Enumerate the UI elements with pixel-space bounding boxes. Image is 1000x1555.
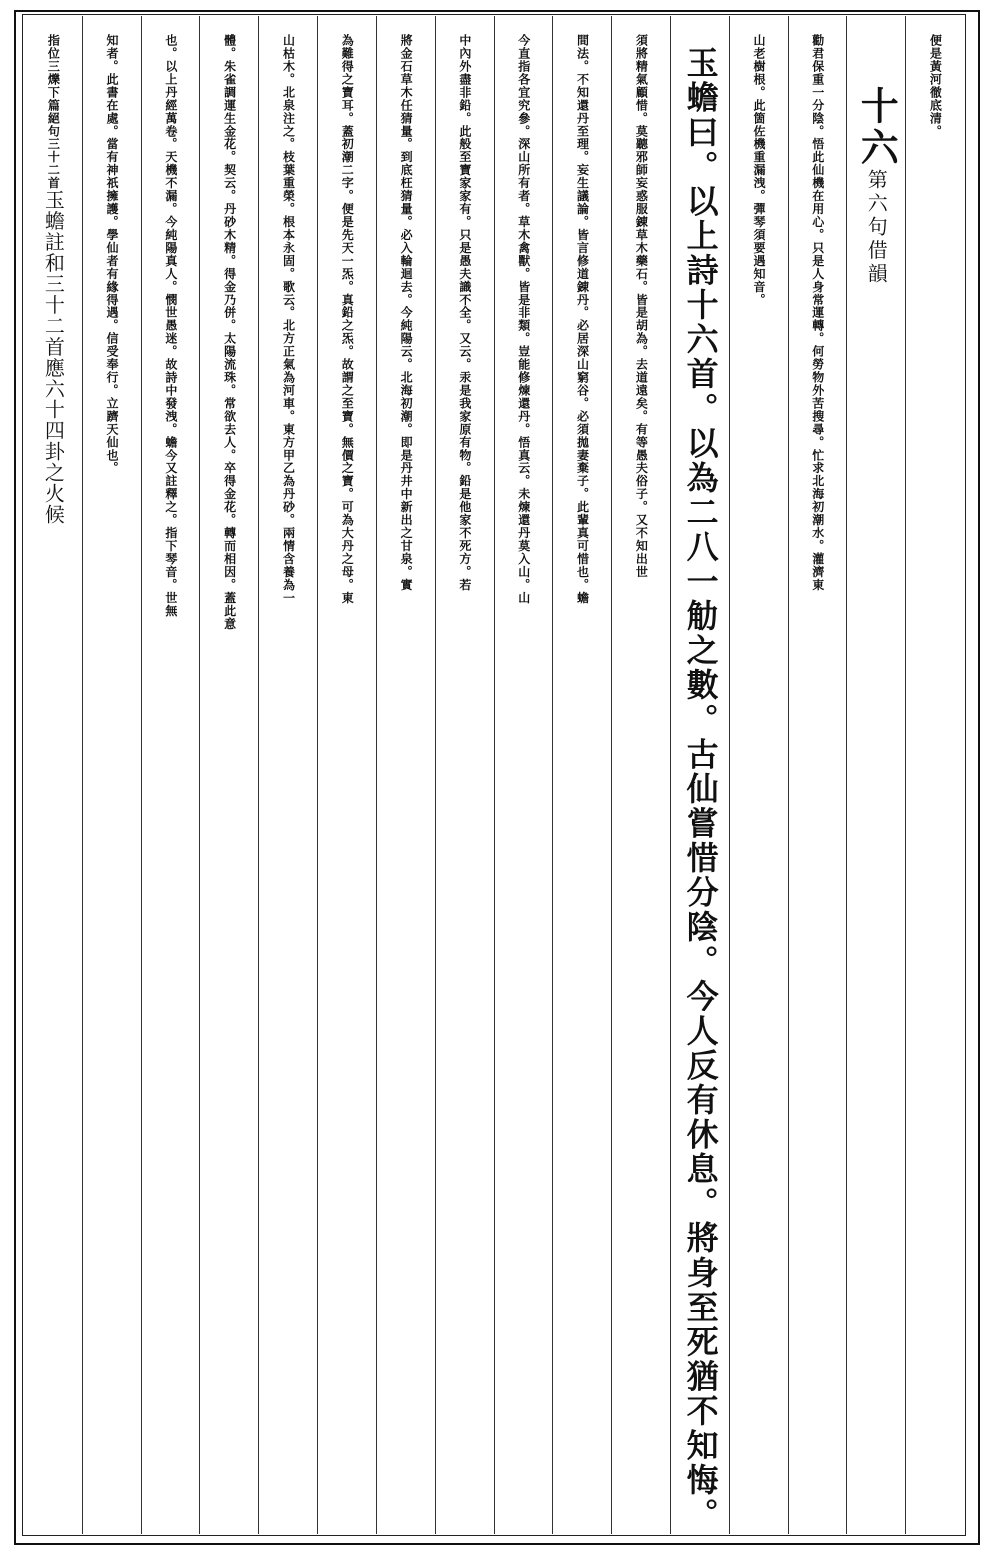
column-text: 勸君保重一分陰。悟此仙機在用心。只是人身常運轉。何勞物外苦搜尋。忙求北海初潮水。灌濟東: [810, 34, 825, 592]
rhyme-note: 第六句借韻: [864, 169, 889, 287]
column-4: [730, 16, 789, 1534]
column-3: [789, 16, 848, 1534]
heading-note: 玉蟾註和三十二首應六十四卦之火候: [41, 189, 66, 525]
column-5: [671, 16, 730, 1534]
column-text: 也。以上丹經萬卷。天機不漏。今純陽真人。憫世愚迷。故詩中發洩。蟾今又註釋之。指下琴音。世無: [163, 34, 178, 618]
section-number: 十六: [854, 86, 900, 169]
column-11: [318, 16, 377, 1534]
column-text: 中內外盡非鉛。此般至寶家家有。只是愚夫識不全。又云。汞是我家原有物。鉛是他家不死方。若: [457, 34, 472, 592]
column-13: [200, 16, 259, 1534]
chapter-heading: 指位三爍下篇絕句三十二首: [46, 34, 61, 190]
column-7: [553, 16, 612, 1534]
column-9: [436, 16, 495, 1534]
heading-block: [41, 34, 66, 1534]
column-14: [142, 16, 201, 1534]
column-15: [83, 16, 142, 1534]
column-text: 今直指各宜究參。深山所有者。草木禽獸。皆是非類。豈能修煉還丹。悟真云。未煉還丹莫入山。山: [516, 34, 531, 605]
column-text: 為難得之寶耳。蓋初潮二字。便是先天一炁。真鉛之炁。故謂之至寶。無價之寶。可為大丹之母。東: [340, 34, 355, 605]
column-16: [24, 16, 83, 1534]
section-number-block: [854, 86, 900, 1534]
text-columns: [24, 16, 964, 1534]
column-text: 便是黃河徹底清。: [928, 34, 943, 138]
column-text: 體。朱雀調運生金花。契云。丹砂木精。得金乃併。太陽流珠。常欲去人。卒得金花。轉而相因。蓋此意: [222, 34, 237, 631]
column-text: 間法。不知還丹至理。妄生議論。皆言修道錬丹。必居深山窮谷。必須拋妻棄子。此輩真可惜也。蟾: [575, 34, 590, 605]
column-12: [259, 16, 318, 1534]
column-text: 須將精氣顧惜。莫聽邪師妄惑服錬草木藥石。皆是胡為。去道遠矣。有等愚夫俗子。又不知出世: [634, 34, 649, 579]
column-text: 玉蟾曰。以上詩十六首。以為二八一觔之數。古仙嘗惜分陰。今人反有休息。將身至死猶不知悔。: [681, 46, 720, 1533]
column-6: [612, 16, 671, 1534]
column-text: 山枯木。北泉注之。枝葉重榮。根本永固。歌云。北方正氣為河車。東方甲乙為丹砂。兩情含養為一: [281, 34, 296, 605]
column-text: 山老樹根。此箇佐機重漏洩。彈琴須要遇知音。: [751, 34, 766, 307]
column-text: 知者。此書在處。當有神祇擁護。學仙者有緣得遇。信受奉行。立躋天仙也。: [105, 34, 120, 475]
column-2: [847, 16, 906, 1534]
column-8: [495, 16, 554, 1534]
column-text: 將金石草木任猜量。到底枉猜量。必入輪迴去。今純陽云。北海初潮。即是丹井中新出之甘泉。實: [399, 34, 414, 592]
column-10: [377, 16, 436, 1534]
column-1: [906, 16, 964, 1534]
